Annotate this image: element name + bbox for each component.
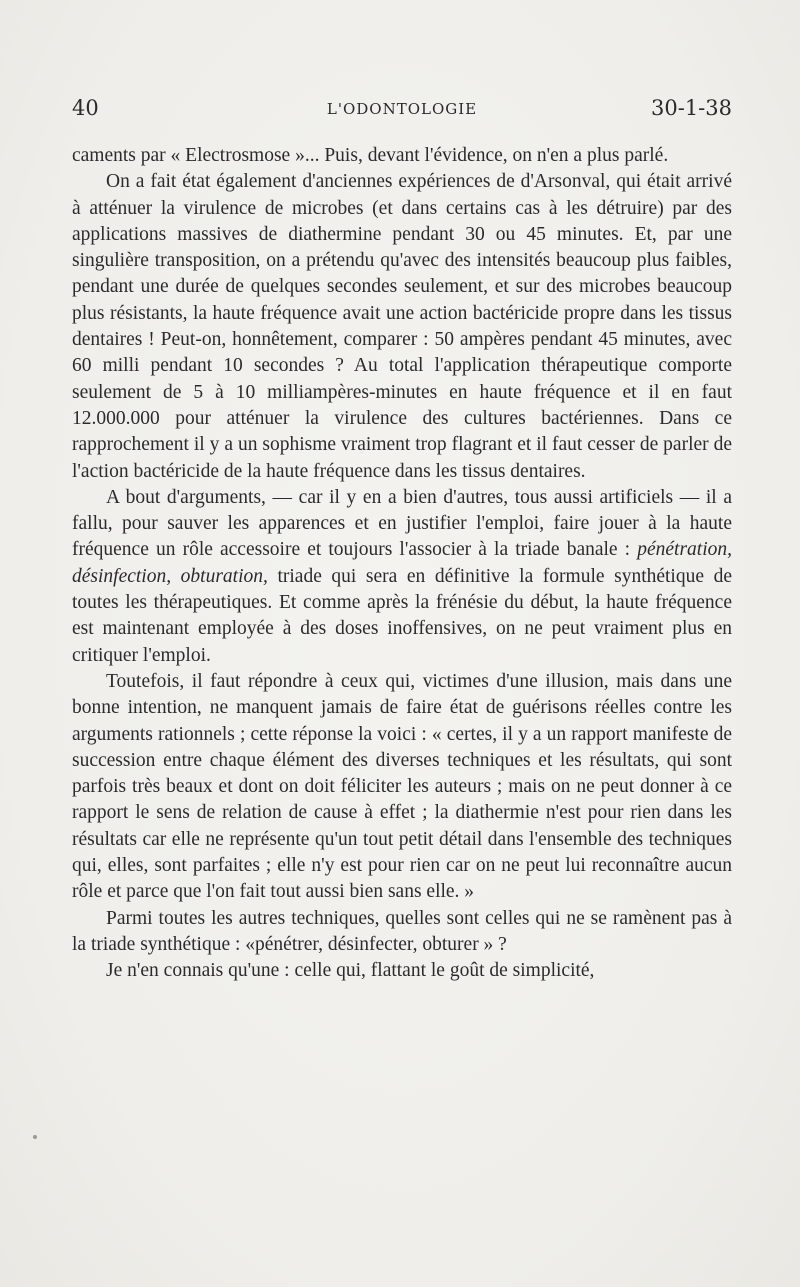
paragraph-text: Je n'en connais qu'une : celle qui, flattant le goût de simplicité, [106,960,595,982]
body-text [72,143,732,985]
paragraph [72,485,732,669]
paragraph-text: On a fait état également d'anciennes expériences de d'Arsonval, qui était arrivé à atténuer la virulence de microbes (et dans certains cas à les détruire) par des applications massives de diathermine pendant 30 ou 45 minutes. Et, par une singulière transposition, on a prétendu qu'avec des intensités beaucoup plus faibles, pendant une durée de quelques secondes seulement, et sur des microbes beaucoup plus résistants, la haute fréquence avait une action bactéricide propre dans les tissus dentaires ! Peut-on, honnêtement, comparer : 50 ampères pendant 45 minutes, avec 60 milli pendant 10 secondes ? Au total l'application thérapeutique comporte seulement de 5 à 10 milliampères-minutes en haute fréquence et il en faut 12.000.000 pour atténuer la virulence des cultures bactériennes. Dans ce rapprochement il y a un sophisme vraiment trop flagrant et il faut cesser de parler de l'action bactéricide de la haute fréquence dans les tissus dentaires. [72,171,732,482]
paragraph [72,669,732,906]
issue-date: 30-1-38 [651,96,732,120]
paragraph [72,906,732,959]
paragraph-text: caments par « Electrosmose »... Puis, devant l'évidence, on n'en a plus parlé. [72,145,669,166]
paragraph [72,169,732,485]
running-header [72,96,732,126]
paragraph-text: Toutefois, il faut répondre à ceux qui, victimes d'une illusion, mais dans une bonne intention, ne manquent jamais de faire état de guérisons réelles contre les arguments rationnels ; cette réponse la voici : « certes, il y a un rapport manifeste de succession entre chaque élément des diverses techniques et les résultats, qui sont parfois très beaux et dont on doit féliciter les auteurs ; mais on ne peut donner à ce rapport le sens de relation de cause à effet ; la diathermie n'est pour rien dans les résultats car elle ne représente qu'un tout petit détail dans l'ensemble des techniques qui, elles, sont parfaites ; elle n'y est pour rien car on ne peut lui reconnaître aucun rôle et parce que l'on fait tout aussi bien sans elle. » [72,670,732,903]
paragraph-text: triade qui sera en définitive la formule synthétique de toutes les thérapeutiques. Et comme après la frénésie du début, la haute fréquence est maintenant employée à des doses inoffensives, on ne peut vraiment plus en critiquer l'emploi. [72,565,732,666]
italic-text: pénétration, désinfection, obturation, [72,539,732,587]
page-number: 40 [72,96,99,120]
paragraph [72,958,732,984]
print-speck [33,1135,37,1139]
paragraph [72,143,732,169]
journal-title: L'ODONTOLOGIE [326,100,478,118]
paragraph-text: A bout d'arguments, — car il y en a bien d'autres, tous aussi artificiels — il a fallu, pour sauver les apparences et en justifier l'emploi, faire jouer à la haute fréquence un rôle accessoire et toujours l'associer à la triade banale : [72,486,732,561]
paragraph-text: Parmi toutes les autres techniques, quelles sont celles qui ne se ramènent pas à la triade synthétique : «pénétrer, désinfecter, obturer » ? [72,907,732,955]
